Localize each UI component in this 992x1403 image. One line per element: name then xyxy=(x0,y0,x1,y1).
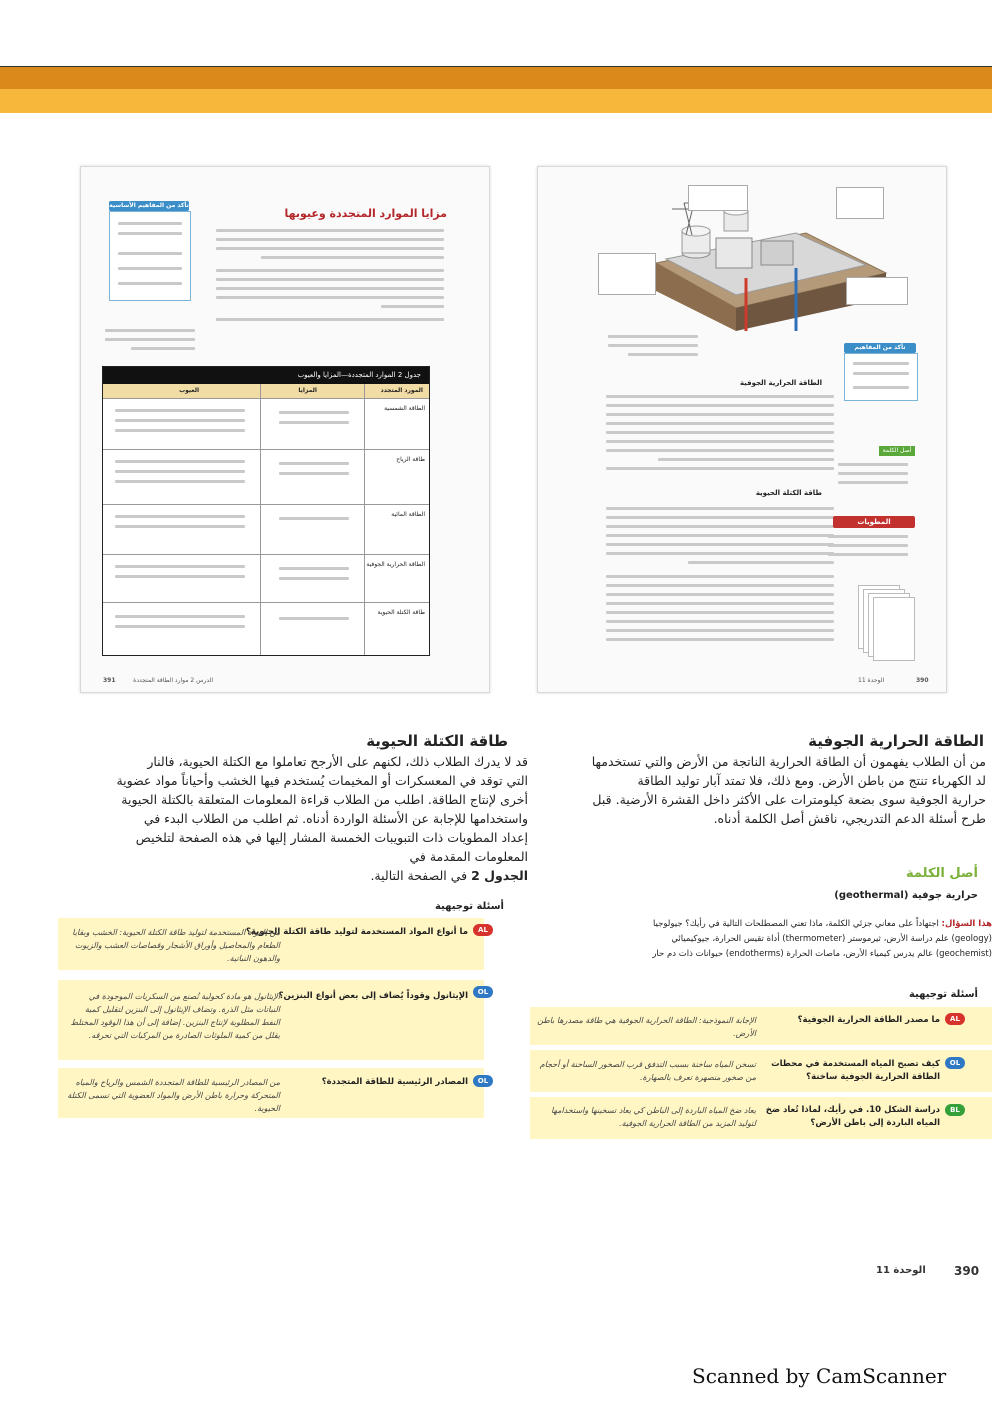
callout-box xyxy=(846,277,908,305)
text-line xyxy=(216,278,444,281)
biomass-line-5: إعداد المطويات ذات التبويبات الخمسة المشار إليها في هذه الصفحة لتلخيص xyxy=(135,830,528,845)
biomass-line-1: قد لا يدرك الطلاب ذلك، لكنهم على الأرجح تعاملوا مع الكتلة الحيوية، فالنار xyxy=(147,754,528,769)
text-line xyxy=(606,543,834,546)
text-line xyxy=(606,620,834,623)
key-concept-tab: تأكد من المفاهيم الأساسية xyxy=(109,202,189,209)
cell-line xyxy=(115,409,245,412)
text-line xyxy=(118,222,182,225)
table-row-label: طاقة الرياح xyxy=(396,456,425,463)
guide-question: دراسة الشكل 10. في رأيك، لماذا تُعاد ضخ المياه الباردة إلى باطن الأرض؟ xyxy=(765,1105,940,1128)
guide-answer: تسخن المياه ساخنة بسبب التدفق قرب الصخور الساخنة أو أحجام من صخور منصهرة تعرف بالصهارة. xyxy=(539,1060,756,1082)
text-line xyxy=(105,338,195,341)
cell-line xyxy=(279,421,349,424)
cell-line xyxy=(115,460,245,463)
text-line xyxy=(606,413,834,416)
biomass-line-4: واستخدامها للإجابة عن الأسئلة الواردة أدناه. ثم اطلب من الطلاب البدء في xyxy=(143,811,528,826)
text-line xyxy=(606,629,834,632)
text-line xyxy=(606,395,834,398)
table-header-advantages: المزايا xyxy=(298,387,317,394)
biomass-line-6: المعلومات المقدمة في xyxy=(409,849,528,864)
cell-line xyxy=(115,429,245,432)
renewable-resources-table xyxy=(102,366,430,656)
text-line xyxy=(828,553,908,556)
text-line xyxy=(606,638,834,641)
text-line xyxy=(606,422,834,425)
thumb-footer: الدرس 2 موارد الطاقة المتجددة xyxy=(133,677,213,684)
text-line xyxy=(118,267,182,270)
text-line xyxy=(853,372,909,375)
text-line xyxy=(838,472,908,475)
guide-question: كيف تصبح المياه المستخدمة في محطات الطاقة الحرارية الجوفية ساخنة؟ xyxy=(771,1059,940,1082)
text-line xyxy=(118,252,182,255)
thumb-heading: مزايا الموارد المتجددة وعيوبها xyxy=(284,207,447,220)
text-line xyxy=(606,404,834,407)
text-line xyxy=(216,287,444,290)
foldables-tab: المطويات xyxy=(833,516,915,528)
cell-line xyxy=(115,625,245,628)
key-concept-box xyxy=(844,353,918,401)
table-row-label: الطاقة المائية xyxy=(391,511,425,518)
text-line xyxy=(688,561,834,564)
text-line xyxy=(838,463,908,466)
text-line xyxy=(606,534,834,537)
guide-answer: الإيثانول هو مادة كحولية تُصنع من السكريات الموجودة في النباتات مثل الذرة. وتضاف الإيثانول إلى البنزين لتقليل كمية النفط المطلوبة لإنتاج البنزين. إضافة إلى أن هذا الوقود المختلط يقلل من كمية الملوثات الصادرة من المركبات التي تحرقه. xyxy=(70,992,280,1040)
callout-box xyxy=(836,187,884,219)
level-badge-ol: OL xyxy=(473,986,493,998)
text-line xyxy=(606,467,834,470)
guide-question: الإيثانول وقوداً يُضاف إلى بعض أنواع البنزين؟ xyxy=(278,991,468,1001)
table-row-label: الطاقة الشمسية xyxy=(384,405,425,412)
cell-line xyxy=(279,567,349,570)
sheet xyxy=(873,597,915,661)
text-line xyxy=(608,344,698,347)
geothermal-line-1: من أن الطلاب يفهمون أن الطاقة الحرارية الناتجة من الأرض والتي تستخدمها xyxy=(591,754,986,769)
table-ref: الجدول 2 xyxy=(471,868,528,883)
text-line xyxy=(105,329,195,332)
text-line xyxy=(216,238,444,241)
geothermal-plant-illustration xyxy=(596,183,908,333)
text-line xyxy=(606,516,834,519)
biomass-heading: طاقة الكتلة الحيوية xyxy=(366,732,508,750)
text-line xyxy=(606,440,834,443)
table-row xyxy=(103,602,429,655)
cell-line xyxy=(115,615,245,618)
word-origin-line-2: (geology) علم دراسة الأرض، ثيرموستر (thermometer) أداة تقيس الحرارة، جيوكيميائي xyxy=(671,934,992,944)
text-line xyxy=(658,458,834,461)
table-row-label: الطاقة الحرارية الجوفية xyxy=(366,561,425,568)
table-header xyxy=(103,384,429,398)
text-line xyxy=(606,575,834,578)
text-line xyxy=(216,296,444,299)
table-row xyxy=(103,554,429,603)
word-origin-question xyxy=(653,918,992,931)
key-concept-tab: تأكد من المفاهيم xyxy=(844,343,916,353)
text-line xyxy=(381,305,444,308)
table-row xyxy=(103,449,429,505)
header-band-light xyxy=(0,89,992,113)
text-line xyxy=(838,481,908,484)
word-origin-term: حرارية جوفية (geothermal) xyxy=(834,890,978,901)
text-line xyxy=(828,535,908,538)
guide-questions-heading-bio: أسئلة توجيهية xyxy=(434,901,504,912)
question-text: اجتهاداً على معاني جزئي الكلمة، ماذا تعني المصطلحات التالية في رأيك؟ جيولوجيا xyxy=(652,919,939,929)
level-badge-al: AL xyxy=(945,1013,965,1025)
callout-box xyxy=(598,253,656,295)
level-badge-al: AL xyxy=(473,924,493,936)
cell-line xyxy=(115,419,245,422)
text-line xyxy=(131,347,195,350)
thumb-page-number: 391 xyxy=(103,677,116,684)
cell-line xyxy=(115,515,245,518)
text-line xyxy=(606,449,834,452)
text-line xyxy=(606,584,834,587)
text-line xyxy=(606,552,834,555)
biomass-line-7 xyxy=(370,866,528,886)
scanner-watermark: Scanned by CamScanner xyxy=(692,1364,947,1388)
table-row xyxy=(103,504,429,555)
header-band-dark xyxy=(0,67,992,89)
table-row xyxy=(103,398,429,450)
text-line xyxy=(606,431,834,434)
table-title xyxy=(103,367,429,384)
text-line xyxy=(628,353,698,356)
cell-line xyxy=(279,517,349,520)
cell-line xyxy=(279,577,349,580)
table-ref-rest: في الصفحة التالية. xyxy=(370,868,468,883)
table-row-label: طاقة الكتلة الحيوية xyxy=(377,609,425,616)
text-line xyxy=(606,525,834,528)
text-line xyxy=(216,229,444,232)
text-line xyxy=(606,593,834,596)
biomass-line-3: أخرى لإنتاج الطاقة. اطلب من الطلاب قراءة المعلومات المتعلقة بالكتلة الحيوية xyxy=(121,792,528,807)
text-line xyxy=(216,318,444,321)
level-badge-ol: OL xyxy=(473,1075,493,1087)
cell-line xyxy=(115,525,245,528)
guide-answer: الإجابة النموذجية: الطاقة الحرارية الجوفية هي طاقة مصدرها باطن الأرض. xyxy=(537,1016,756,1038)
thumb-section-biomass: طاقة الكتلة الحيوية xyxy=(755,489,822,497)
guide-answer: من المصادر الرئيسية للطاقة المتجددة الشمس والرياح والمياه المتحركة وحرارة باطن الأرض والمواد العضوية التي تسمى الكتلة الحيوية. xyxy=(67,1078,280,1113)
table-title-text: جدول 2 الموارد المتجددة—المزايا والعيوب xyxy=(297,371,421,379)
text-line xyxy=(828,544,908,547)
cell-line xyxy=(279,462,349,465)
key-concept-box xyxy=(109,211,191,301)
text-line xyxy=(118,282,182,285)
thumb-page-number: 390 xyxy=(916,677,929,684)
cell-line xyxy=(115,470,245,473)
level-badge-bl: BL xyxy=(945,1104,965,1116)
cell-line xyxy=(279,472,349,475)
text-line xyxy=(216,247,444,250)
text-line xyxy=(118,232,182,235)
word-origin-heading: أصل الكلمة xyxy=(906,866,978,881)
guide-question: ما مصدر الطاقة الحرارية الجوفية؟ xyxy=(797,1015,940,1025)
text-line xyxy=(216,269,444,272)
thumb-section-geothermal: الطاقة الحرارية الجوفية xyxy=(739,379,822,387)
text-line xyxy=(608,335,698,338)
biomass-line-2: التي توقد في المعسكرات أو المخيمات يُستخدم فيها الخشب وأحياناً مواد عضوية xyxy=(116,773,528,788)
guide-answer: يعاد ضخ المياه الباردة إلى الباطن كي يعاد تسخينها واستخدامها لتوليد المزيد من الطاقة الحرارية الجوفية. xyxy=(551,1106,756,1128)
unit-label: الوحدة 11 xyxy=(876,1265,926,1276)
question-label: هذا السؤال: xyxy=(941,919,992,929)
page-number: 390 xyxy=(954,1264,980,1278)
text-line xyxy=(853,362,909,365)
guide-answer: من المواد المستخدمة لتوليد طاقة الكتلة الحيوية: الخشب وبقايا الطعام والمحاصيل وأوراق الأشجار وقصاصات العشب والزيوت والدهون النباتية. xyxy=(72,928,280,963)
geothermal-line-3: حرارية الجوفية سوى بضعة كيلومترات على الأكثر داخل القشرة الأرضية. قبل xyxy=(592,792,986,807)
thumb-footer: الوحدة 11 xyxy=(858,677,885,684)
guide-question: المصادر الرئيسية للطاقة المتجددة؟ xyxy=(321,1077,468,1087)
text-line xyxy=(606,507,834,510)
geothermal-line-2: لد الكهرباء تنتج من باطن الأرض. ومع ذلك، فلا تمتد آبار توليد الطاقة xyxy=(637,773,986,788)
text-line xyxy=(606,602,834,605)
text-line xyxy=(606,611,834,614)
text-line xyxy=(261,256,444,259)
word-origin-line-3: (geochemist) عالم يدرس كيمياء الأرض، ماصات الحرارة (endotherms) حيوانات ذات دم حار xyxy=(652,949,992,959)
table-header-disadvantages: العيوب xyxy=(179,387,199,394)
text-line xyxy=(853,386,909,389)
cell-line xyxy=(279,617,349,620)
level-badge-ol: OL xyxy=(945,1057,965,1069)
table-header-resource: المورد المتجدد xyxy=(380,387,423,394)
callout-box xyxy=(688,185,748,211)
cell-line xyxy=(115,575,245,578)
geothermal-line-4: طرح أسئلة الدعم التدريجي، ناقش أصل الكلمة أدناه. xyxy=(713,811,986,826)
guide-question: ما أنواع المواد المستخدمة لتوليد طاقة الكتلة الحيوية؟ xyxy=(245,927,468,937)
cell-line xyxy=(115,565,245,568)
geothermal-heading: الطاقة الحرارية الجوفية xyxy=(808,732,984,750)
cell-line xyxy=(279,411,349,414)
guide-questions-heading-geo: أسئلة توجيهية xyxy=(908,989,978,1000)
cell-line xyxy=(115,480,245,483)
word-origin-tab: أصل الكلمة xyxy=(879,446,915,456)
foldable-sheets-illustration xyxy=(858,585,913,665)
